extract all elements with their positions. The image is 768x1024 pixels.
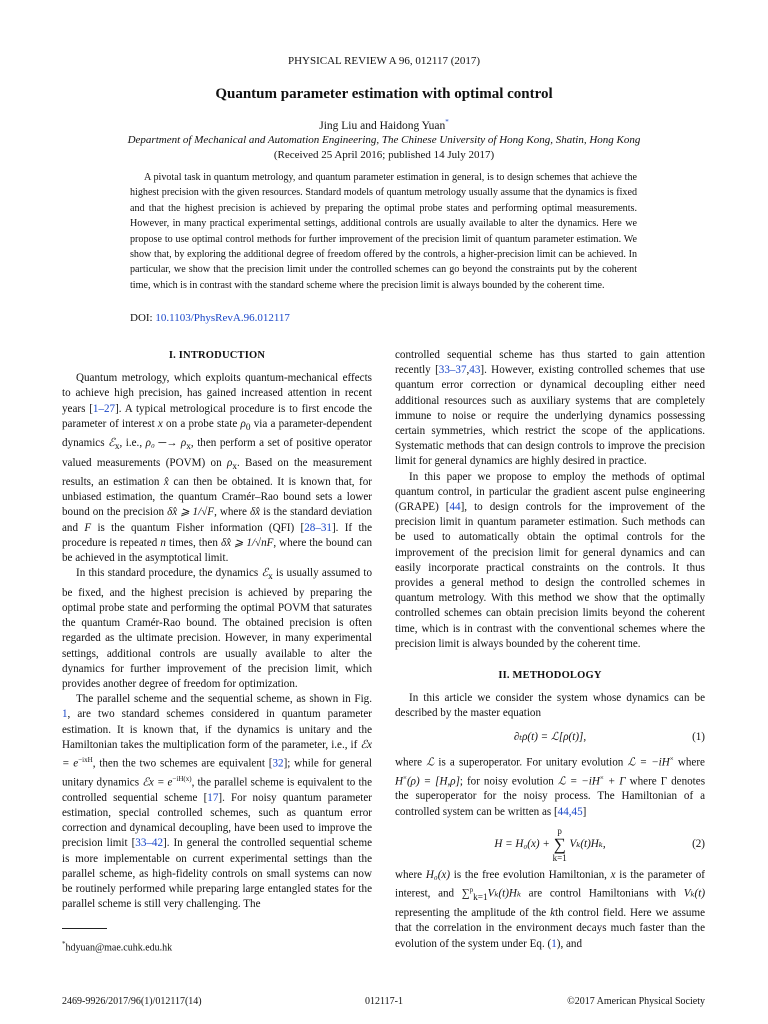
ref-link[interactable]: –37: [449, 364, 467, 377]
paragraph: controlled sequential scheme has thus started to gain attention recently [33–37,43]. However, existing controlled schemes that use quantum error correction or dynamical decoupling either need additional resources such as auxiliary systems that are completely immune to noise or require the underlying dynamics possessing certain symmetries, which restrict the scope of the applications. Systematic methods that can design controls to improve the precision limit for general dynamics are highly desired in practice.: [395, 349, 705, 468]
ref-link[interactable]: 33–42: [135, 837, 164, 850]
doi-line: [130, 312, 290, 324]
equation-number: (2): [692, 837, 705, 850]
ref-link[interactable]: 1–27: [92, 402, 116, 415]
footnote: *hdyuan@mae.cuhk.edu.hk: [62, 940, 173, 954]
paragraph: Quantum metrology, which exploits quantum-mechanical effects to achieve high precision, has gained increased attention in recent years [1–27]. A typical metrological procedure is to first encode the parameter of interest x on a probe state $\rho_0$ via a parameter-dependent dynamics ℰ$_x$, i.e., ρ₀ ─→ $\rho_x$, then perform a set of positive operator valued measurements (POVM) on $\rho_x$. Based on the measurement results, an estimation x̂ can then be obtained. It is known that, for unbiased estimation, the quantum Cramér–Rao bound sets a lower bound on the precision δx̂ ⩾ 1/√F, where δx̂ is the standard deviation and F is the quantum Fisher information (QFI) [28–31]. If the procedure is repeated n times, then δx̂ ⩾ 1/√nF, where the bound can be achieved in the asymptotical limit.: [62, 372, 373, 565]
ref-link[interactable]: 43: [469, 364, 481, 377]
equation-link[interactable]: 1: [551, 937, 557, 950]
paragraph: The parallel scheme and the sequential scheme, as shown in Fig. 1, are two standard schemes considered in quantum parameter estimation. It is known that, if the dynamics is unitary and the Hamiltonian takes the multiplication form of the parameter, i.e., if ℰx = $e^{-ixH}$, then the two schemes are equivalent [32]; while for general unitary dynamics ℰx = $e^{-iH(x)}$, the parallel scheme is equivalent to the controlled sequential scheme [17]. For noisy quantum parameter estimation, special controlled schemes, such as quantum error correction and dynamical decoupling, have been used to improve the precision limit [33–42]. In general the controlled sequential scheme is more implementable on current experimental settings than the parallel scheme, as high-fidelity controls on small systems can now be routinely performed while preparing large entangled states for the parallel scheme is still very challenging. The: [62, 693, 373, 911]
doi-link[interactable]: 10.1103/PhysRevA.96.012117: [155, 312, 290, 324]
paragraph: In this article we consider the system whose dynamics can be described by the master equation: [395, 692, 705, 720]
authors: [0, 118, 768, 132]
author-names: Jing Liu and Haidong Yuan: [319, 119, 446, 132]
journal-header: PHYSICAL REVIEW A 96, 012117 (2017): [287, 55, 481, 67]
ref-link[interactable]: 32: [272, 757, 284, 770]
figure-link[interactable]: 1: [62, 708, 68, 721]
ref-link[interactable]: 17: [207, 791, 219, 804]
paper-title: Quantum parameter estimation with optimal control: [215, 86, 553, 102]
intro-heading: I. INTRODUCTION: [168, 350, 266, 361]
method-heading: II. METHODOLOGY: [498, 670, 602, 682]
abstract: A pivotal task in quantum metrology, and quantum parameter estimation in general, is to design schemes that achieve the highest precision with the given resources. Standard models of quantum metrology usually assume that the dynamics is fixed and that the highest precision is achieved by preparing the optimal probe states and performing optimal measurements. However, in many practical experimental settings, additional controls are usually available to alter the dynamics. Here we propose to use optimal control methods for further improvement of the precision limit of quantum parameter estimation. We show that, by exploring the additional degree of freedom offered by the controls, a higher-precision limit can be achieved. In particular, we show that the precision limit under the controlled schemes can go beyond the constraints put by the coherent time, which is in contrast with the standard scheme where the precision limit is always bounded by the coherent time.: [130, 172, 637, 291]
right-column: [395, 348, 705, 952]
footnote-email[interactable]: hdyuan@mae.cuhk.edu.hk: [65, 942, 173, 954]
footer-page: 012117-1: [365, 996, 403, 1007]
affiliation: Department of Mechanical and Automation Engineering, The Chinese University of Hong Kong, Shatin, Hong Kong: [127, 134, 641, 146]
paragraph: In this standard procedure, the dynamics ℰ$_x$ is usually assumed to be fixed, and the highest precision is achieved by preparing the optimal probe state and performing the optimal POVM that saturates the quantum Cramér-Rao bound. The obtained precision is often regarded as the ultimate precision. However, in many experimental settings, additional controls are usually available to alter the dynamics for further improvement of the precision limit, which provides another degree of freedom for optimization.: [62, 567, 372, 690]
footer-copyright: ©2017 American Physical Society: [567, 996, 705, 1007]
paragraph: In this paper we propose to employ the methods of optimal quantum control, in particular the gradient ascent pulse engineering (GRAPE) [44], to design controls for the improvement of the precision limit in quantum parameter estimation. Such methods can be used to automatically obtain the optimal controls for the improvement of the precision limit for general dynamics and can easily incorporate practical constraints on the controls. It thus provides a general method to design the controlled schemes in quantum metrology. With this method we show that the optimally controlled schemes can obtain precision limits beyond the coherent time, which is in contrast with the conventional schemes where the precision limit is always bounded by the coherent time.: [395, 470, 705, 650]
equation-number: (1): [692, 730, 705, 743]
author-footnote-link[interactable]: *: [445, 118, 449, 126]
received-dates: (Received 25 April 2016; published 14 July 2017): [273, 149, 495, 161]
ref-link[interactable]: 44,45: [557, 805, 583, 818]
ref-link[interactable]: 44: [449, 501, 461, 514]
left-column: [62, 348, 372, 912]
equation-2: H = H₀(x) + p ∑ k=1 Vₖ(t)Hₖ, (2): [494, 825, 705, 863]
ref-link[interactable]: 28–31: [304, 521, 332, 534]
equation-1: ∂ₜρ(t) = ℒ[ρ(t)], (1): [395, 726, 705, 748]
doi-label: DOI:: [130, 312, 153, 324]
footnote-rule: [62, 928, 107, 929]
ref-link[interactable]: 33: [438, 364, 450, 377]
paragraph: where H₀(x) is the free evolution Hamiltonian, x is the parameter of interest, and ∑$^p_{k=1}$Vₖ(t)Hₖ are control Hamiltonians with Vₖ(t) representing the amplitude of the kth control field. Here we assume that the correlation in the environment decays much faster than the evolution of the system under Eq. (1), and: [395, 868, 706, 950]
paragraph: where ℒ is a superoperator. For unitary evolution ℒ = −iH× where H×(ρ) = [H,ρ]; for noisy evolution ℒ = −iH× + Γ where Γ denotes the superoperator for the noisy process. The Hamiltonian of a controlled system can be written as [44,45]: [395, 754, 706, 818]
footer-issn: 2469-9926/2017/96(1)/012117(14): [62, 996, 202, 1007]
